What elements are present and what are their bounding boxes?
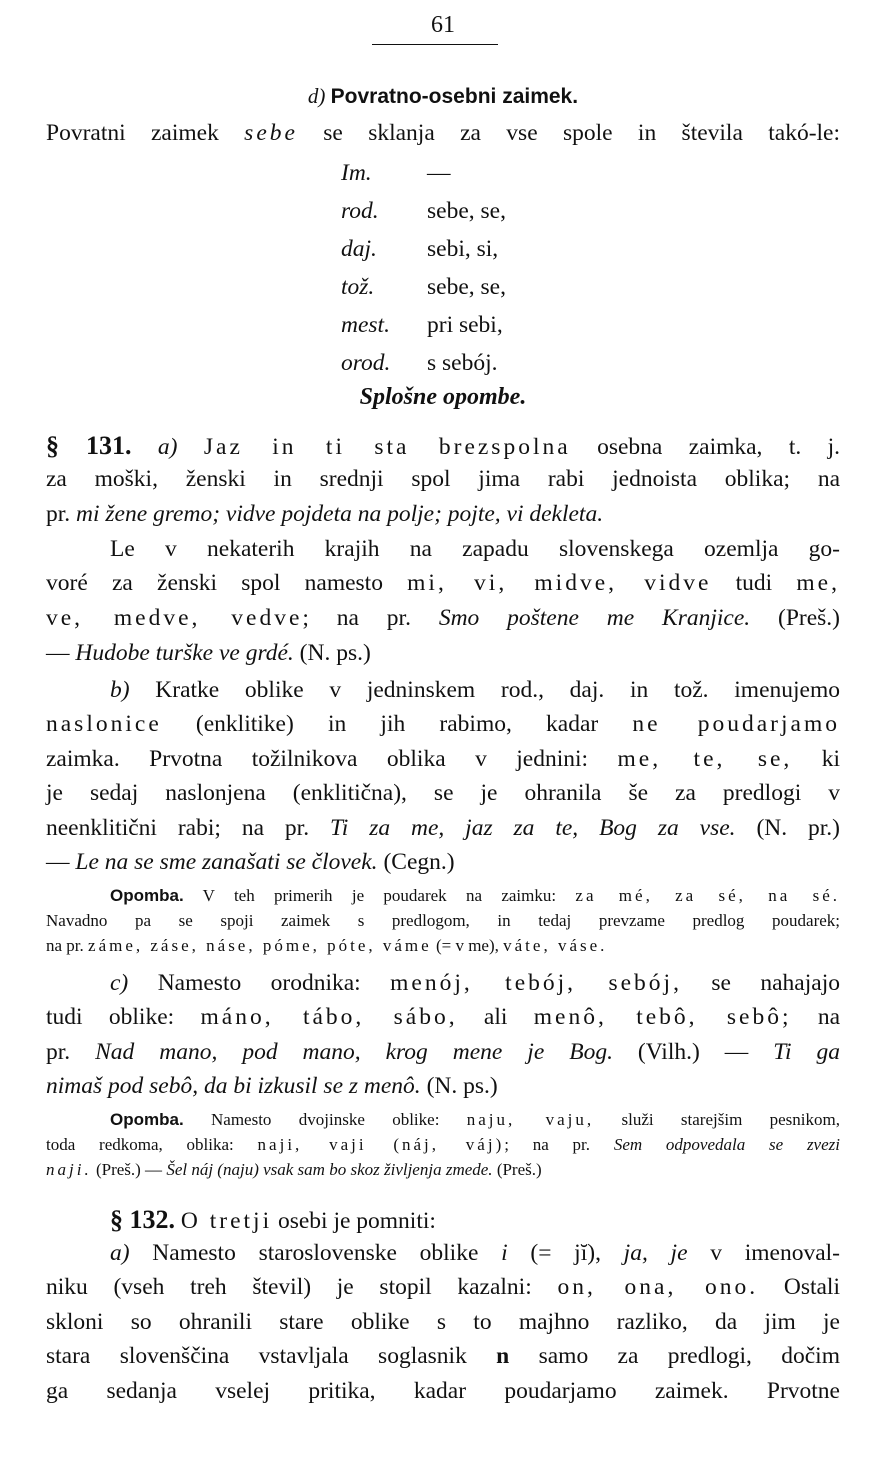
spaced-text: on, ona, ono.	[557, 1274, 759, 1300]
case-form: —	[427, 160, 451, 186]
s131-b-line-6	[46, 849, 840, 876]
case-form: sebe, se,	[427, 274, 506, 300]
s131-b-line-5	[46, 815, 840, 842]
spaced-text: menój, tebój, sebój,	[390, 970, 682, 996]
text: stara slovenščina vstavljala soglasnik	[46, 1343, 497, 1369]
note-2-line-2	[46, 1135, 840, 1155]
text: Namesto orodnika:	[128, 970, 391, 996]
text: na	[791, 1004, 841, 1030]
example: Smo poštene me Kranjice.	[438, 605, 751, 631]
source: (N. ps.)	[420, 1073, 498, 1099]
text: neenklitični rabi; na pr.	[46, 815, 330, 841]
s131-b-line-4: je sedaj naslonjena (enklitična), se je ohranila še za predlogi v	[46, 780, 840, 806]
s131-c-line-1	[46, 970, 840, 997]
spaced-text: máno, tábo, sábo,	[200, 1004, 458, 1030]
s131-b-line-3	[46, 746, 840, 773]
intro-word: sebe	[244, 120, 298, 146]
enum-label: a)	[157, 434, 178, 460]
case-label: tož.	[341, 274, 375, 300]
note-2-line-3	[46, 1160, 840, 1180]
s131-b-line-1	[46, 677, 840, 704]
text: tudi oblike:	[46, 1004, 201, 1030]
example: Sem odpovedala se zvezi	[613, 1135, 840, 1154]
s132-a-line-1	[46, 1240, 840, 1267]
intro-text: Povratni zaimek	[46, 120, 245, 146]
text: V teh primerih je poudarek na zaimku:	[183, 886, 576, 905]
page-number-rule	[372, 44, 498, 45]
spaced-text: O tretji	[180, 1208, 273, 1234]
case-label: daj.	[341, 236, 377, 262]
s131-line-7	[46, 640, 840, 667]
page-number: 61	[431, 12, 455, 38]
source: (Preš.)	[492, 1160, 542, 1179]
intro-text-end: se sklanja za vse spole in števila takó-le:	[297, 120, 841, 146]
example: Šel náj (naju) vsak sam bo skoz življenja zmede.	[166, 1160, 493, 1179]
text: Kratke oblike v jedninskem rod., daj. in tož. imenujemo	[129, 677, 840, 703]
spaced-text: naji, vaji (náj, váj)	[257, 1135, 505, 1154]
spaced-text: Jaz in ti sta brezspolna	[203, 434, 571, 460]
example: ja, je	[623, 1240, 688, 1266]
dash: —	[46, 640, 76, 666]
text: ki	[792, 746, 841, 772]
spaced-text: ne poudarjamo	[632, 711, 840, 737]
source: (Preš.)	[750, 605, 840, 631]
text: Ostali	[758, 1274, 840, 1300]
dash: —	[46, 849, 76, 875]
text: zaimka. Prvotna tožilnikova oblika v jednini:	[46, 746, 618, 772]
source: (N. ps.)	[293, 640, 371, 666]
text: osebna zaimka, t. j.	[597, 434, 841, 460]
case-label: Im.	[341, 160, 372, 186]
text: se nahajajo	[681, 970, 840, 996]
text: Namesto staroslovenske oblike	[129, 1240, 502, 1266]
text: tudi	[711, 570, 797, 596]
spaced-text: me,	[796, 570, 840, 596]
text: pr.	[46, 1039, 96, 1065]
s131-c-line-4	[46, 1073, 840, 1100]
spaced-text: ve, medve, vedve	[46, 605, 303, 631]
spaced-text: záme, záse, náse, póme, póte, váme	[88, 936, 432, 955]
example: i	[501, 1240, 508, 1266]
s132-line-1	[46, 1205, 884, 1235]
s132-a-line-5: ga sedanja vselej pritika, kadar poudarjamo zaimek. Prvotne	[46, 1378, 840, 1404]
text: ; na pr.	[504, 1135, 614, 1154]
s131-line-4: Le v nekaterih krajih na zapadu slovenskega ozemlja go-	[110, 536, 840, 562]
case-label: rod.	[341, 198, 379, 224]
example: Ti za me, jaz za te, Bog za vse.	[329, 815, 736, 841]
s131-line-3	[46, 501, 840, 528]
spaced-text: me, te, se,	[617, 746, 793, 772]
section-title: Povratno-osebni zaimek.	[330, 85, 579, 108]
note-2-line-1	[46, 1110, 840, 1130]
spaced-text: menô, tebô, sebô;	[533, 1004, 792, 1030]
spaced-text: naju, vaju,	[466, 1110, 595, 1129]
section-sign: § 131.	[46, 431, 132, 460]
case-form: pri sebi,	[427, 312, 503, 338]
text: (= v me),	[431, 936, 504, 955]
spaced-text: za mé, za sé, na sé.	[575, 886, 840, 905]
enum-label: b)	[110, 677, 130, 703]
s132-a-line-3: skloni so ohranili stare oblike s to majhno razliko, da jim je	[46, 1309, 840, 1335]
s131-line-5	[46, 570, 840, 597]
text: ; na pr.	[302, 605, 439, 631]
section-label: d)	[307, 84, 326, 108]
case-label: mest.	[341, 312, 390, 338]
s131-c-line-3	[46, 1039, 840, 1066]
text: pr.	[46, 501, 77, 527]
s131-c-line-2	[46, 1004, 840, 1031]
text: niku (vseh treh števil) je stopil kazalni:	[46, 1274, 558, 1300]
bold-letter: n	[496, 1343, 510, 1369]
text: osebi je pomniti:	[272, 1208, 436, 1234]
enum-label: c)	[110, 970, 129, 996]
s131-b-line-2	[46, 711, 840, 738]
text: (enklitike) in jih rabimo, kadar	[161, 711, 633, 737]
source: (Preš.) —	[91, 1160, 167, 1179]
source: (Vilh.) —	[612, 1039, 774, 1065]
example: Nad mano, pod mano, krog mene je Bog.	[95, 1039, 613, 1065]
spaced-text: naslonice	[46, 711, 162, 737]
spaced-text: mi, vi, midve, vidve	[407, 570, 712, 596]
note-1-line-1	[46, 886, 840, 906]
example: Le na se sme zanašati se človek.	[75, 849, 378, 875]
case-form: s sebój.	[427, 350, 498, 376]
text: Namesto dvojinske oblike:	[183, 1110, 467, 1129]
s131-line-2: za moški, ženski in srednji spol jima rabi jednoista oblika; na	[46, 466, 840, 492]
general-notes-heading: Splošne opombe.	[359, 384, 527, 410]
example: nimaš pod sebô, da bi izkusil se z menô.	[46, 1073, 421, 1099]
example: Hudobe turške ve grdé.	[75, 640, 294, 666]
spaced-text: váte, váse.	[503, 936, 608, 955]
case-form: sebi, si,	[427, 236, 499, 262]
s131-line-1	[46, 431, 840, 461]
note-label: Opomba.	[110, 886, 184, 905]
text: voré za ženski spol namesto	[46, 570, 408, 596]
case-form: sebe, se,	[427, 198, 506, 224]
example: mi žene gremo; vidve pojdeta na polje; pojte, vi dekleta.	[76, 501, 604, 527]
enum-label: a)	[110, 1240, 130, 1266]
section-heading-d	[46, 84, 840, 109]
example: Ti ga	[773, 1039, 840, 1065]
text: toda redkoma, oblika:	[46, 1135, 258, 1154]
s132-a-line-2	[46, 1274, 840, 1301]
note-1-line-2: Navadno pa se spoji zaimek s predlogom, in tedaj prevzame predlog poudarek;	[46, 911, 840, 930]
section-sign: § 132.	[110, 1205, 175, 1234]
source: (N. pr.)	[735, 815, 841, 841]
example: naji.	[46, 1160, 92, 1179]
source: (Cegn.)	[377, 849, 455, 875]
note-1-line-3	[46, 936, 840, 956]
text: ali	[457, 1004, 534, 1030]
text: na pr.	[46, 936, 89, 955]
text: v imenoval-	[687, 1240, 840, 1266]
text: (= jĭ),	[507, 1240, 624, 1266]
text: samo za predlogi, dočim	[509, 1343, 840, 1369]
note-label: Opomba.	[110, 1110, 184, 1129]
s132-a-line-4	[46, 1343, 840, 1370]
case-label: orod.	[341, 350, 391, 376]
s131-line-6	[46, 605, 840, 632]
text: služi starejšim pesnikom,	[594, 1110, 840, 1129]
intro-line	[46, 120, 840, 147]
